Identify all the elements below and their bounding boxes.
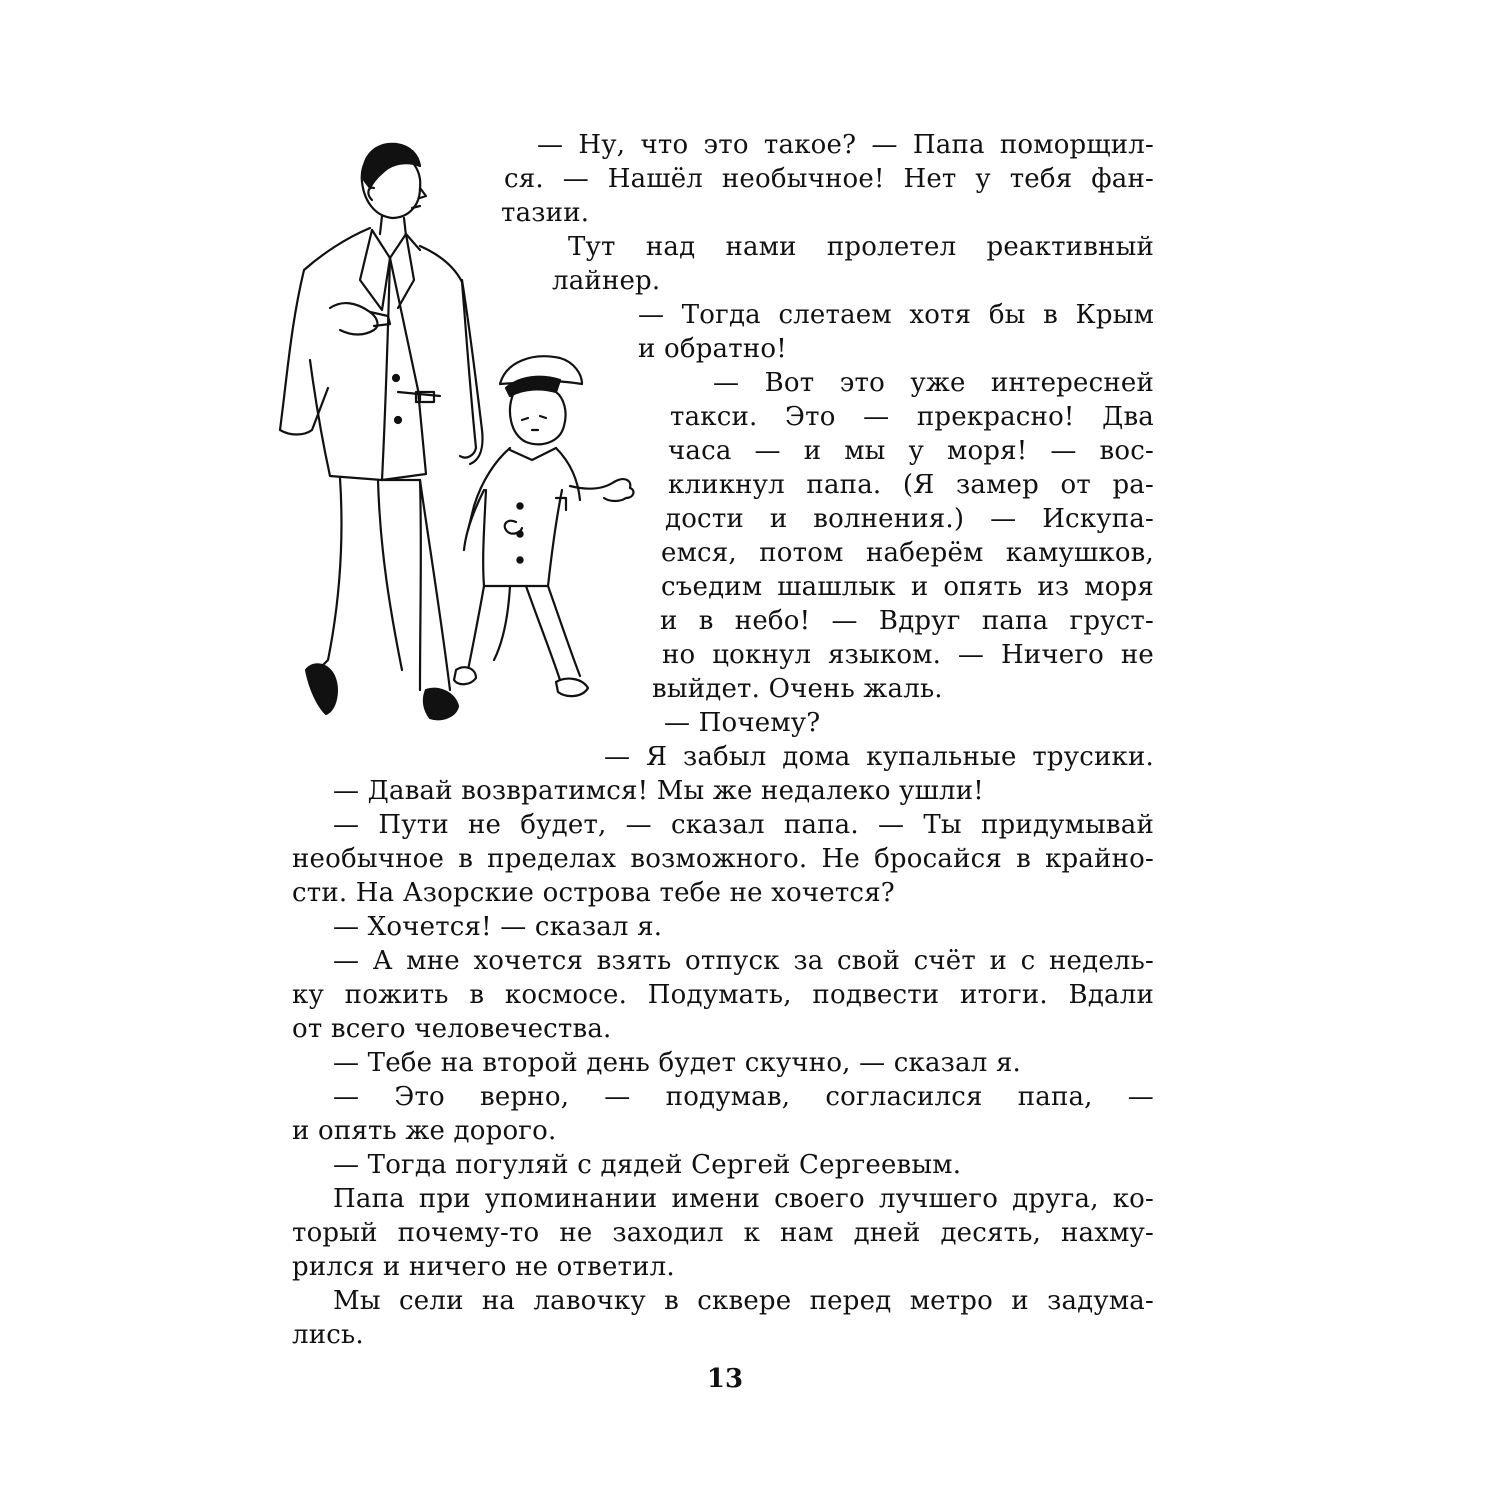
text-line: кликнул папа. (Я замер от ра-: [668, 470, 1154, 500]
text-line: — Тогда слетаем хотя бы в Крым: [638, 300, 1154, 330]
text-line: но цокнул языком. — Ничего не: [662, 640, 1154, 670]
boy-figure: [454, 356, 633, 696]
text-line: ся. — Нашёл необычное! Нет у тебя фан-: [504, 164, 1154, 194]
text-line: — Почему?: [664, 708, 821, 738]
text-line: выйдет. Очень жаль.: [652, 674, 943, 704]
text-line: торый почему-то не заходил к нам дней десять, нахму-: [292, 1218, 1154, 1248]
text-line: — Ну, что это такое? — Папа поморщил-: [537, 130, 1154, 160]
text-line: лись.: [292, 1320, 364, 1350]
text-line: Мы сели на лавочку в сквере перед метро и задума-: [333, 1286, 1154, 1316]
text-line: дости и волнения.) — Искупа-: [665, 504, 1154, 534]
text-line: — Давай возвратимся! Мы же недалеко ушли!: [333, 776, 984, 806]
text-line: — А мне хочется взять отпуск за свой счёт и с недель-: [333, 946, 1154, 976]
text-line: и опять же дорого.: [292, 1116, 557, 1146]
text-line: рился и ничего не ответил.: [292, 1252, 675, 1282]
text-line: — Я забыл дома купальные трусики.: [604, 742, 1154, 772]
father-and-son-illustration: [270, 130, 650, 730]
text-line: съедим шашлык и опять из моря: [661, 572, 1154, 602]
text-line: необычное в пределах возможного. Не бросайся в крайно-: [292, 844, 1154, 874]
text-line: — Пути не будет, — сказал папа. — Ты придумывай: [333, 810, 1154, 840]
text-line: сти. На Азорские острова тебе не хочется?: [292, 878, 895, 908]
text-line: — Тебе на второй день будет скучно, — сказал я.: [333, 1048, 1022, 1078]
text-line: ку пожить в космосе. Подумать, подвести итоги. Вдали: [292, 980, 1154, 1010]
text-line: лайнер.: [552, 266, 661, 296]
text-line: Папа при упоминании имени своего лучшего друга, ко-: [333, 1184, 1154, 1214]
text-line: Тут над нами пролетел реактивный: [568, 232, 1154, 262]
father-figure: [280, 144, 483, 719]
text-line: — Тогда погуляй с дядей Сергей Сергеевым.: [333, 1150, 962, 1180]
text-line: и в небо! — Вдруг папа груст-: [660, 606, 1154, 636]
text-line: такси. Это — прекрасно! Два: [670, 402, 1154, 432]
text-line: емся, потом наберём камушков,: [661, 538, 1154, 568]
text-line: — Вот это уже интересней: [713, 368, 1154, 398]
text-line: и обратно!: [638, 334, 787, 364]
page-number: 13: [706, 1364, 744, 1394]
text-line: тазии.: [501, 198, 590, 228]
text-line: часа — и мы у моря! — вос-: [668, 436, 1154, 466]
text-line: — Это верно, — подумав, согласился папа, —: [333, 1082, 1154, 1112]
text-line: — Хочется! — сказал я.: [333, 912, 663, 942]
text-line: от всего человечества.: [292, 1014, 612, 1044]
